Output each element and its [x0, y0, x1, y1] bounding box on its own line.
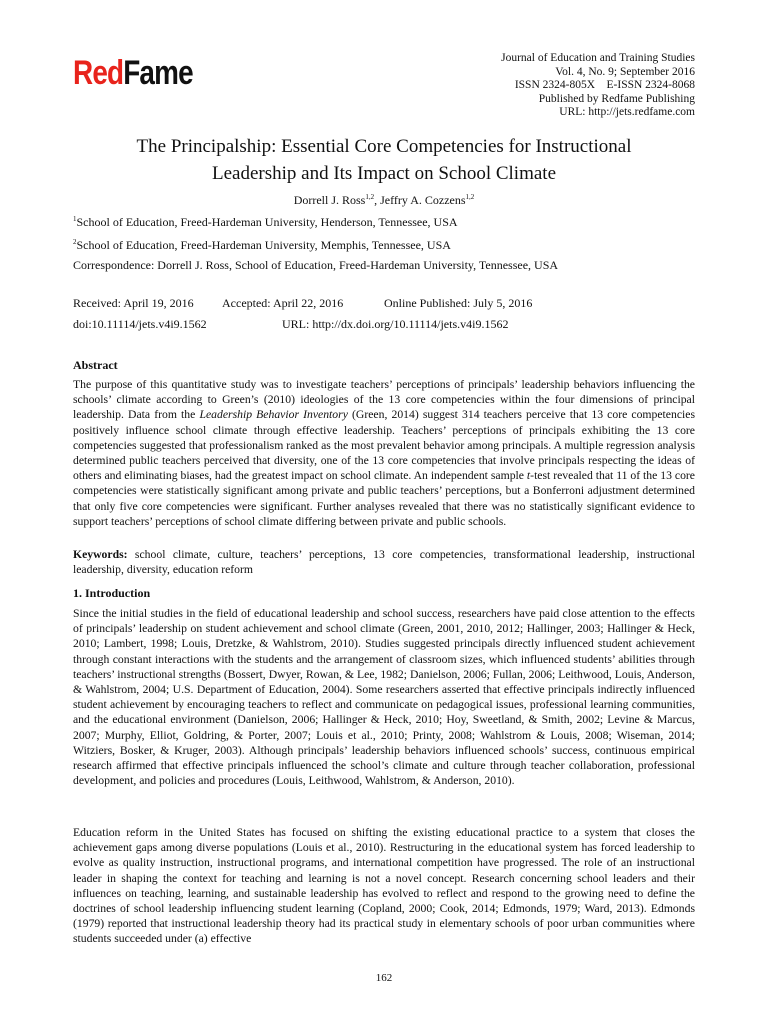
journal-url[interactable]: URL: http://jets.redfame.com: [559, 106, 695, 118]
accepted-date: Accepted: April 22, 2016: [222, 296, 344, 310]
title-line-2: Leadership and Its Impact on School Climate: [211, 163, 557, 184]
keywords: [73, 547, 695, 577]
article-title: [73, 133, 695, 187]
abstract-italic-2: t: [526, 469, 531, 483]
affiliation-2-marker: 2: [73, 238, 77, 246]
affiliation-2: [73, 235, 451, 252]
affiliation-2-text: School of Education, Freed-Hardeman University, Memphis, Tennessee, USA: [76, 238, 451, 252]
abstract-text: [73, 377, 695, 529]
author-list: [73, 193, 695, 208]
article-url[interactable]: URL: http://dx.doi.org/10.11114/jets.v4i9.1562: [282, 317, 509, 331]
logo-red-text: Red: [73, 54, 124, 92]
author-1-affiliation: 1,2: [365, 193, 375, 201]
author-2-affiliation: 1,2: [465, 193, 475, 201]
title-line-1: The Principalship: Essential Core Competencies for Instructional: [136, 136, 632, 157]
introduction-heading: 1. Introduction: [73, 586, 151, 600]
journal-publisher: Published by Redfame Publishing: [538, 92, 695, 105]
abstract-heading: Abstract: [73, 358, 118, 372]
introduction-paragraph-1: Since the initial studies in the field of educational leadership and school success, researchers have paid close attention to the effects of principals’ leadership on student achievement and school climate (Green, 2001, 2010, 2012; Hallinger, 2003; Hallinger & Heck, 2010; Lambert, 1998; Louis, Dretzke, & Wahlstrom, 2010). Studies suggested principals directly influenced student achievement through constant interactions with the students and the arrangement of classroom sizes, which influenced students’ abilities through teachers’ instructional strengths (Bossert, Dwyer, Rowan, & Lee, 1982; Danielson, 2006; Fullan, 2006; Leithwood, Louis, Anderson, & Wahlstrom, 2004; U.S. Department of Education, 2004). Some researchers asserted that effective principals indirectly influenced student achievement by encouraging teachers to reflect and communicate on pedagogical issues, professional learning communities, and the educational environment (Danielson, 2006; Hallinger & Heck, 2010; Hoy, Sweetland, & Smith, 2002; Levine & Marcus, 2007; Murphy, Elliot, Goldring, & Porter, 2007; Louis et al., 2010; Printy, 2008; Wahlstrom & Louis, 2008; Wiseman, 2014; Witziers, Bosker, & Kruger, 2003). Although principals’ leadership behaviors influenced schools’ success, continuous empirical research affirmed that effective principals influenced the school’s climate and culture through teacher collaboration, professional development, and policies and procedures (Louis, Leithwood, Wahlstrom, & Anderson, 2010).: [73, 607, 695, 788]
affiliation-1-text: School of Education, Freed-Hardeman University, Henderson, Tennessee, USA: [76, 215, 458, 229]
publisher-logo: [73, 54, 193, 93]
doi[interactable]: doi:10.11114/jets.v4i9.1562: [73, 317, 207, 331]
abstract-text-part-1: The purpose of this quantitative study was to investigate teachers’ perceptions of principals’ leadership behaviors influencing the schools’ climate according to Green’s (2010) ideologies of the 13 core competencies within the four dimensions of principal leadership. Data from the: [73, 378, 695, 422]
page-number: 162: [375, 972, 393, 984]
journal-volume: Vol. 4, No. 9; September 2016: [555, 65, 695, 78]
logo-black-text: Fame: [123, 54, 193, 92]
received-date: Received: April 19, 2016: [73, 296, 194, 310]
keywords-label: Keywords:: [73, 548, 128, 561]
affiliation-1: [73, 212, 458, 229]
abstract-italic-1: Leadership Behavior Inventory: [199, 408, 348, 422]
journal-info: [501, 52, 695, 120]
published-date: Online Published: July 5, 2016: [384, 296, 533, 310]
abstract-text-part-3: -test revealed that 11 of the 13 core competencies were statistically significant among private and public teachers’ perceptions, but a Bonferroni adjustment determined that only five core competencies were significant. Further analyses revealed that there was no statistically significant evidence to support teachers’ perceptions of school climate differing between private and public schools.: [73, 469, 695, 528]
author-1: Dorrell J. Ross: [293, 193, 366, 207]
author-separator: , Jeffry A. Cozzens: [374, 193, 466, 207]
introduction-paragraph-2: Education reform in the United States has focused on shifting the existing educational practice to a system that closes the achievement gaps among diverse populations (Louis et al., 2010). Restructuring in the educational system has forced leadership to evolve as quality instruction, instructional programs, and international competition have progressed. The role of an instructional leader in shaping the context for teaching and learning is not a novel concept. Research concerning school leaders and their influences on teaching, learning, and sustainable leadership has evolved to reflect and respond to the growing need to define the doctrines of school leadership influencing student learning (Copland, 2000; Cook, 2014; Edmonds, 1979; Ward, 2013). Edmonds (1979) reported that instructional leadership theory had its practical study in elementary schools of poor urban communities where students succeeded under (a) effective: [73, 826, 695, 946]
affiliation-1-marker: 1: [73, 215, 77, 223]
correspondence: Correspondence: Dorrell J. Ross, School of Education, Freed-Hardeman University, Tennessee, USA: [73, 258, 559, 272]
journal-name: Journal of Education and Training Studies: [501, 52, 695, 64]
abstract-text-part-2: (Green, 2014) suggest 314 teachers perceive that 13 core competencies positively influence school climate through effective leadership. Teachers’ perceptions of principals exhibiting the 13 core competencies suggested that professionalism ranked as the most prevalent behavior among principals. A multiple regression analysis determined public teachers perceived that diversity, one of the 13 core competencies that involve principals respecting the ideas of others and eliminating biases, had the greatest impact on school climate. An independent sample: [73, 408, 695, 483]
journal-issn: ISSN 2324-805X E-ISSN 2324-8068: [514, 79, 695, 91]
keywords-text: school climate, culture, teachers’ perceptions, 13 core competencies, transformational leadership, instructional leadership, diversity, education reform: [73, 548, 695, 577]
